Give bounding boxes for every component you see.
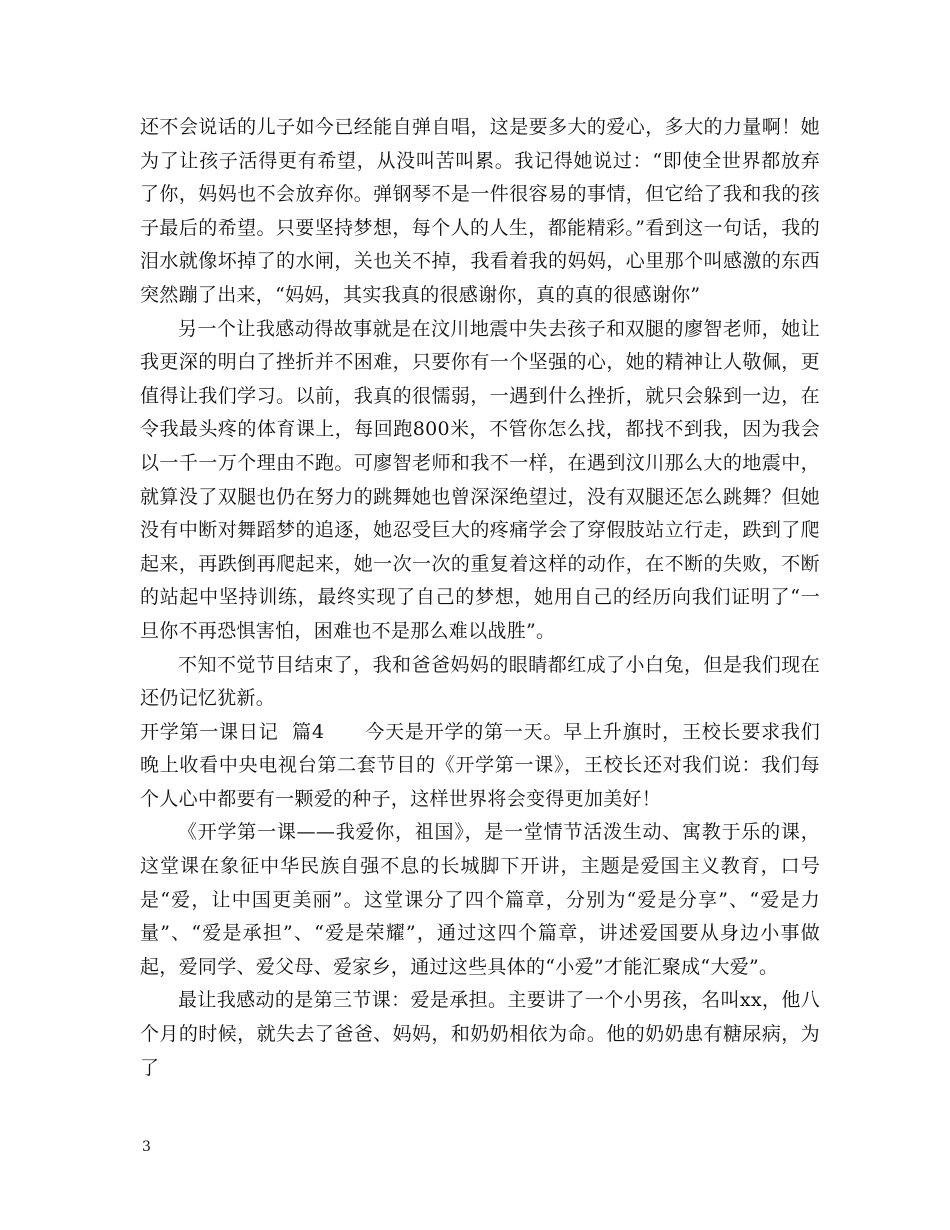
section-heading: 开学第一课日记 篇4 xyxy=(140,720,325,743)
section-intro: 今天是开学的第一天。早上升旗时，王校长要求我们晚上收看中央电视台第二套节目的《开学第一课》，王校长还对我们说：我们每个人心中都要有一颗爱的种子，这样世界将会变得更加美好！ xyxy=(140,720,821,810)
paragraph-program-overview: 《开学第一课——我爱你，祖国》，是一堂情节活泼生动、寓教于乐的课，这堂课在象征中华民族自强不息的长城脚下开讲，主题是爱国主义教育，口号是“爱，让中国更美丽”。这堂课分了四个篇章，分别为“爱是分享”、“爱是力量”、“爱是承担”、“爱是荣耀”，通过这四个篇章，讲述爱国要从身边小事做起，爱同学、爱父母、爱家乡，通过这些具体的“小爱”才能汇聚成“大爱”。 xyxy=(140,821,820,978)
section-heading-paragraph xyxy=(140,716,820,817)
paragraph-program-ends: 不知不觉节目结束了，我和爸爸妈妈的眼睛都红成了小白兔，但是我们现在还仍记忆犹新。 xyxy=(140,653,820,710)
document-body xyxy=(140,111,820,1085)
paragraph-third-lesson: 最让我感动的是第三节课：爱是承担。主要讲了一个小男孩，名叫xx，他八个月的时候，就失去了爸爸、妈妈，和奶奶相依为命。他的奶奶患有糖尿病，为了 xyxy=(140,989,820,1079)
paragraph-liao-zhi-story: 另一个让我感动得故事就是在汶川地震中失去孩子和双腿的廖智老师，她让我更深的明白了挫折并不困难，只要你有一个坚强的心，她的精神让人敬佩，更值得让我们学习。以前，我真的很懦弱，一遇到什么挫折，就只会躲到一边，在令我最头疼的体育课上，每回跑800米，不管你怎么找，都找不到我，因为我会以一千一万个理由不跑。可廖智老师和我不一样，在遇到汶川那么大的地震中，就算没了双腿也仍在努力的跳舞她也曾深深绝望过，没有双腿还怎么跳舞？但她没有中断对舞蹈梦的追逐，她忍受巨大的疼痛学会了穿假肢站立行走，跌到了爬起来，再跌倒再爬起来，她一次一次的重复着这样的动作，在不断的失败，不断的站起中坚持训练，最终实现了自己的梦想，她用自己的经历向我们证明了“一旦你不再恐惧害怕，困难也不是那么难以战胜”。 xyxy=(140,317,820,642)
page-number: 3 xyxy=(142,1139,151,1155)
paragraph-continued: 还不会说话的儿子如今已经能自弹自唱，这是要多大的爱心，多大的力量啊！她为了让孩子活得更有希望，从没叫苦叫累。我记得她说过：“即使全世界都放弃了你，妈妈也不会放弃你。弹钢琴不是一件很容易的事情，但它给了我和我的孩子最后的希望。只要坚持梦想，每个人的人生，都能精彩。”看到这一句话，我的泪水就像坏掉了的水闸，关也关不掉，我看着我的妈妈，心里那个叫感激的东西突然蹦了出来，“妈妈，其实我真的很感谢你，真的真的很感谢你” xyxy=(140,116,820,306)
section-heading-gap xyxy=(324,721,365,743)
